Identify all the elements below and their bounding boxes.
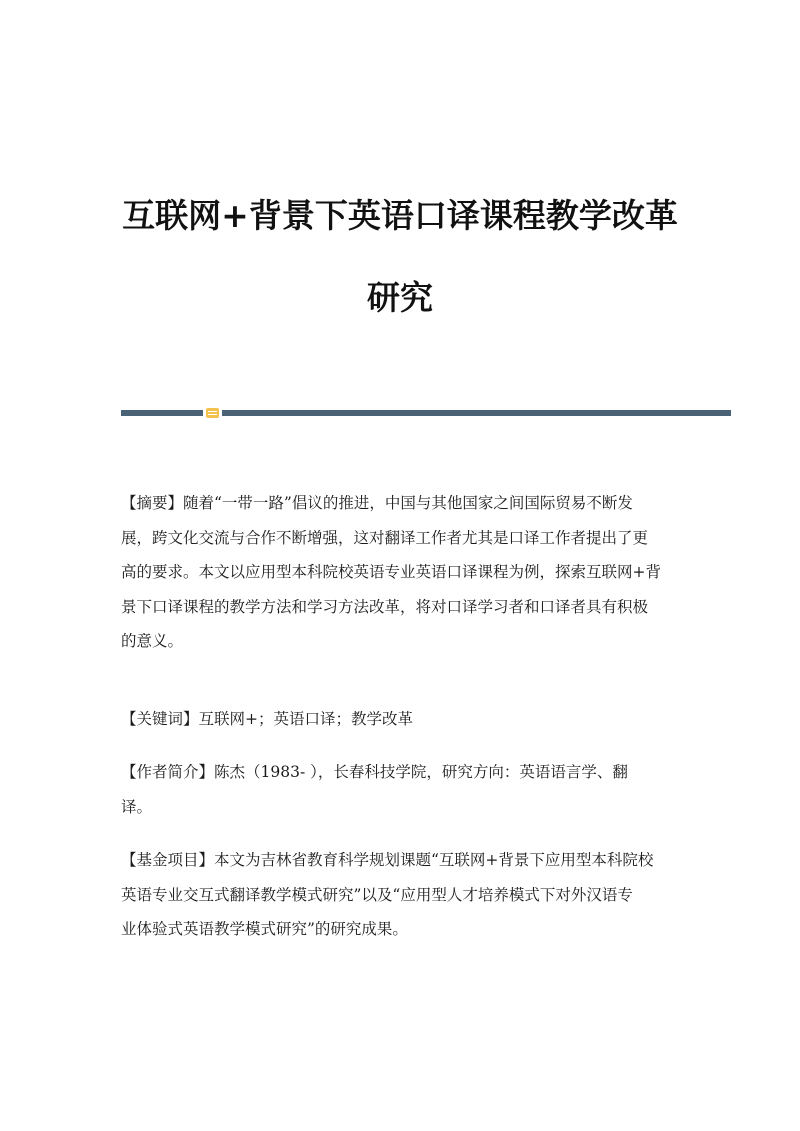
abstract-line: 展，跨文化交流与合作不断增强，这对翻译工作者尤其是口译工作者提出了更 — [121, 528, 649, 547]
abstract-line: 的意义。 — [121, 632, 184, 650]
fund-line: 【基金项目】本文为吉林省教育科学规划课题“互联网+背景下应用型本科院校 — [121, 851, 654, 869]
author-line: 译。 — [121, 797, 153, 816]
document-emblem-icon — [206, 408, 219, 418]
abstract-line: 【摘要】随着“一带一路”倡议的推进，中国与其他国家之间国际贸易不断发 — [121, 494, 633, 512]
keywords-paragraph — [121, 702, 681, 737]
abstract-line: 景下口译课程的教学方法和学习方法改革，将对口译学习者和口译者具有积极 — [121, 597, 649, 616]
fund-paragraph — [121, 843, 681, 947]
document-title-line-1: 互联网+背景下英语口译课程教学改革 — [122, 196, 678, 235]
fund-line: 业体验式英语教学模式研究”的研究成果。 — [121, 920, 408, 938]
keywords-line: 【关键词】互联网+；英语口译；教学改革 — [121, 710, 413, 728]
divider-bar-left — [121, 410, 203, 416]
document-title-line-2: 研究 — [367, 278, 433, 317]
abstract-paragraph — [121, 486, 681, 659]
abstract-line: 高的要求。本文以应用型本科院校英语专业英语口译课程为例，探索互联网+背 — [121, 563, 661, 581]
author-paragraph — [121, 755, 681, 824]
title-divider — [121, 408, 731, 418]
fund-line: 英语专业交互式翻译教学模式研究”以及“应用型人才培养模式下对外汉语专 — [121, 885, 633, 904]
divider-bar-right — [222, 410, 731, 416]
author-line: 【作者简介】陈杰（1983- ），长春科技学院，研究方向：英语语言学、翻 — [121, 763, 628, 781]
